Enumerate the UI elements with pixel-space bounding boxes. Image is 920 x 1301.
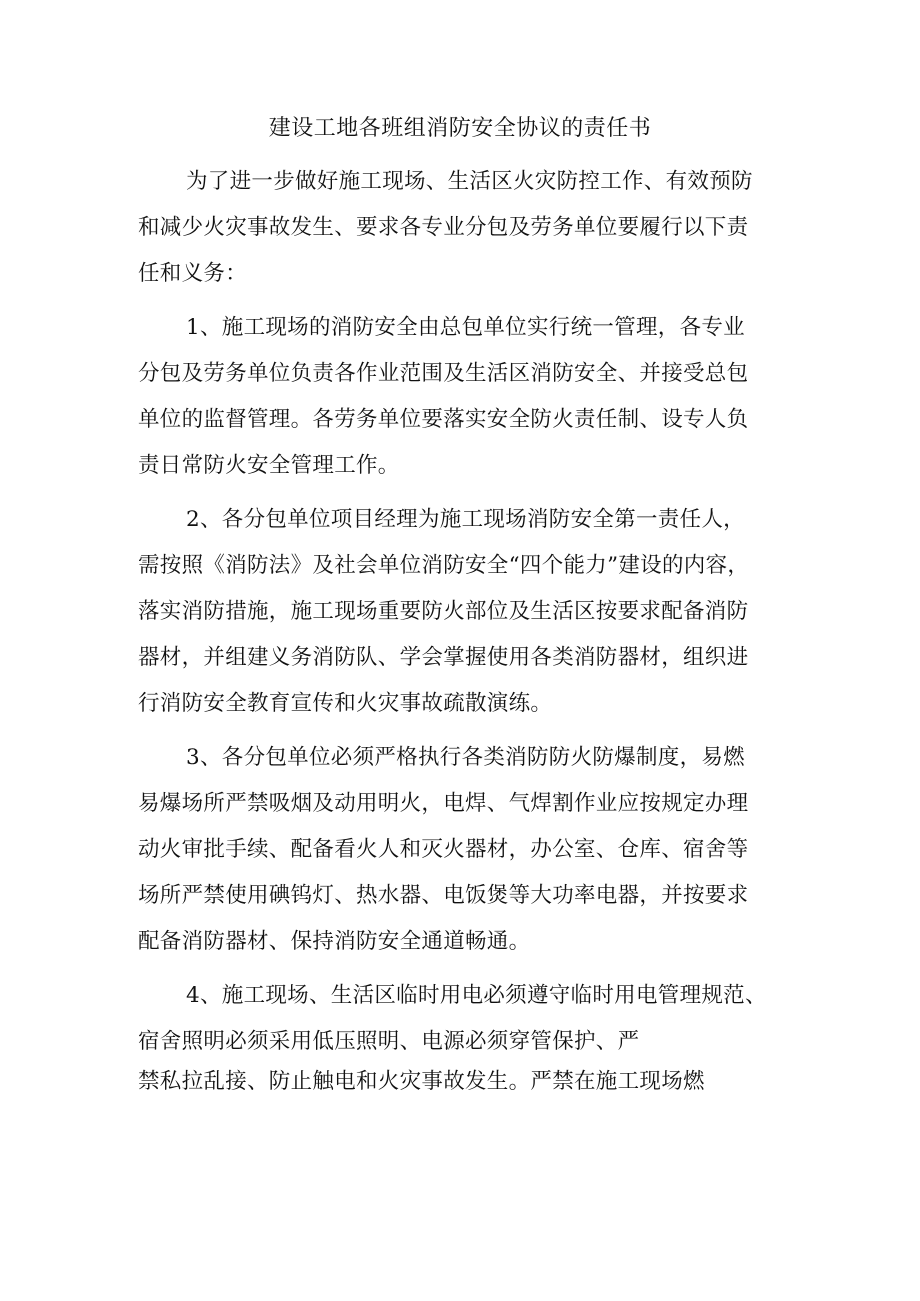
document-title: 建设工地各班组消防安全协议的责任书 (268, 116, 652, 141)
paragraph-line: 分包及劳务单位负责各作业范围及生活区消防安全、并接受总包 (138, 361, 749, 386)
paragraph-line: 责日常防火安全管理工作。 (138, 453, 400, 478)
paragraph-line: 动火审批手续、配备看火人和灭火器材，办公室、仓库、宿舍等 (138, 837, 749, 862)
paragraph-line: 场所严禁使用碘钨灯、热水器、电饭煲等大功率电器，并按要求 (138, 883, 749, 908)
paragraph-line: 落实消防措施，施工现场重要防火部位及生活区按要求配备消防 (138, 599, 749, 624)
paragraph-line: 为了进一步做好施工现场、生活区火灾防控工作、有效预防 (186, 169, 753, 194)
paragraph-line: 宿舍照明必须采用低压照明、电源必须穿管保护、严 (138, 1029, 640, 1054)
paragraph-line: 禁私拉乱接、防止触电和火灾事故发生。严禁在施工现场燃 (138, 1069, 705, 1094)
paragraph-line: 4、施工现场、生活区临时用电必须遵守临时用电管理规范、 (186, 983, 767, 1008)
paragraph-line: 3、各分包单位必须严格执行各类消防防火防爆制度，易燃 (186, 745, 745, 770)
paragraph-line: 行消防安全教育宣传和火灾事故疏散演练。 (138, 691, 553, 716)
paragraph-line: 器材，并组建义务消防队、学会掌握使用各类消防器材，组织进 (138, 645, 749, 670)
paragraph-line: 需按照《消防法》及社会单位消防安全“四个能力”建设的内容， (138, 553, 750, 578)
paragraph-line: 1、施工现场的消防安全由总包单位实行统一管理，各专业 (186, 315, 745, 340)
paragraph-line: 配备消防器材、保持消防安全通道畅通。 (138, 929, 531, 954)
paragraph-line: 2、各分包单位项目经理为施工现场消防安全第一责任人， (186, 507, 745, 532)
paragraph-line: 易爆场所严禁吸烟及动用明火，电焊、气焊割作业应按规定办理 (138, 791, 749, 816)
paragraph-line: 和减少火灾事故发生、要求各专业分包及劳务单位要履行以下责 (138, 215, 749, 240)
paragraph-line: 任和义务： (138, 261, 248, 286)
paragraph-line: 单位的监督管理。各劳务单位要落实安全防火责任制、设专人负 (138, 407, 749, 432)
